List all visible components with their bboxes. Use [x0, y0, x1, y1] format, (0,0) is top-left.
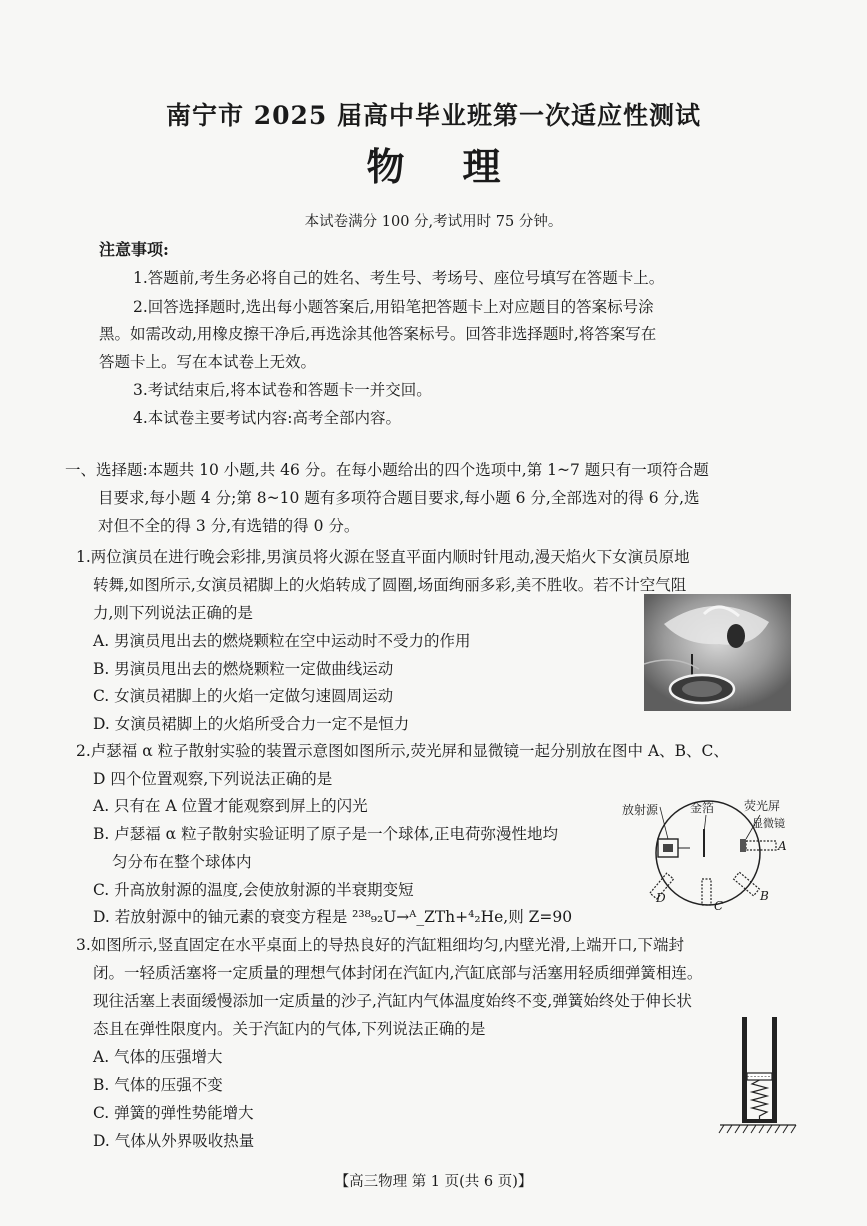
performance-photo [644, 594, 791, 711]
notice-line: 答题卡上。写在本试卷上无效。 [99, 353, 317, 371]
q1-stem: 力,则下列说法正确的是 [93, 604, 253, 622]
q2-option-b-cont: 匀分布在整个球体内 [112, 853, 252, 871]
section-instruction: 目要求,每小题 4 分;第 8~10 题有多项符合题目要求,每小题 6 分,全部选对的得 6 分,选 [98, 489, 700, 507]
q2-option-d: D. 若放射源中的铀元素的衰变方程是 ²³⁸₉₂U→ᴬ_ZTh+⁴₂He,则 Z=90 [93, 908, 573, 926]
q1-option-d: D. 女演员裙脚上的火焰所受合力一定不是恒力 [93, 715, 410, 733]
notice-line: 4.本试卷主要考试内容:高考全部内容。 [133, 409, 402, 427]
label-source: 放射源 [622, 803, 659, 817]
label-a: A [778, 839, 787, 853]
q3-stem: 闭。一轻质活塞将一定质量的理想气体封闭在汽缸内,汽缸底部与活塞用轻质细弹簧相连。 [93, 964, 703, 982]
q2-option-c: C. 升高放射源的温度,会使放射源的半衰期变短 [93, 881, 414, 899]
q2-option-b: B. 卢瑟福 α 粒子散射实验证明了原子是一个球体,正电荷弥漫性地均 [93, 825, 558, 843]
exam-title: 南宁市 2025 届高中毕业班第一次适应性测试 [166, 101, 701, 130]
section-instruction: 对但不全的得 3 分,有选错的得 0 分。 [98, 517, 360, 535]
q2-stem: 2.卢瑟福 α 粒子散射实验的装置示意图如图所示,荧光屏和显微镜一起分别放在图中 A、B、C、 [76, 742, 729, 760]
section-instruction: 一、选择题:本题共 10 小题,共 46 分。在每小题给出的四个选项中,第 1~7 题只有一项符合题 [65, 461, 709, 479]
q2-stem: D 四个位置观察,下列说法正确的是 [93, 770, 333, 788]
notice-line: 3.考试结束后,将本试卷和答题卡一并交回。 [133, 381, 432, 399]
label-screen: 荧光屏 [744, 799, 781, 813]
label-c: C [714, 899, 724, 913]
q2-option-a: A. 只有在 A 位置才能观察到屏上的闪光 [93, 797, 368, 815]
q1-stem: 转舞,如图所示,女演员裙脚上的火焰转成了圆圈,场面绚丽多彩,美不胜收。若不计空气阻 [93, 576, 687, 594]
q3-stem: 态且在弹性限度内。关于汽缸内的气体,下列说法正确的是 [93, 1020, 486, 1038]
q1-option-c: C. 女演员裙脚上的火焰一定做匀速圆周运动 [93, 687, 394, 705]
q3-stem: 现往活塞上表面缓慢添加一定质量的沙子,汽缸内气体温度始终不变,弹簧始终处于伸长状 [93, 992, 692, 1010]
q3-stem: 3.如图所示,竖直固定在水平桌面上的导热良好的汽缸粗细均匀,内壁光滑,上端开口,下端封 [76, 936, 684, 954]
q3-option-b: B. 气体的压强不变 [93, 1076, 223, 1094]
notice-line: 1.答题前,考生务必将自己的姓名、考生号、考场号、座位号填写在答题卡上。 [133, 269, 665, 287]
q3-option-c: C. 弹簧的弹性势能增大 [93, 1104, 254, 1122]
label-d: D [656, 891, 666, 905]
q1-option-a: A. 男演员甩出去的燃烧颗粒在空中运动时不受力的作用 [93, 632, 471, 650]
q1-stem: 1.两位演员在进行晚会彩排,男演员将火源在竖直平面内顺时针甩动,漫天焰火下女演员原地 [76, 548, 690, 566]
label-microscope: 显微镜 [752, 817, 785, 830]
notice-line: 黑。如需改动,用橡皮擦干净后,再选涂其他答案标号。回答非选择题时,将答案写在 [99, 325, 657, 343]
subject-title: 物理 [366, 144, 559, 189]
q3-option-a: A. 气体的压强增大 [93, 1048, 223, 1066]
notice-heading: 注意事项: [99, 240, 169, 259]
q3-option-d: D. 气体从外界吸收热量 [93, 1132, 255, 1150]
score-note: 本试卷满分 100 分,考试用时 75 分钟。 [304, 214, 563, 230]
rutherford-figure [622, 795, 798, 920]
label-b: B [760, 889, 769, 903]
notice-line: 2.回答选择题时,选出每小题答案后,用铅笔把答题卡上对应题目的答案标号涂 [133, 298, 654, 316]
label-gold-foil: 金箔 [690, 801, 715, 815]
q1-option-b: B. 男演员甩出去的燃烧颗粒一定做曲线运动 [93, 660, 394, 678]
page-footer: 【高三物理 第 1 页(共 6 页)】 [334, 1174, 533, 1190]
cylinder-figure [716, 1015, 800, 1137]
